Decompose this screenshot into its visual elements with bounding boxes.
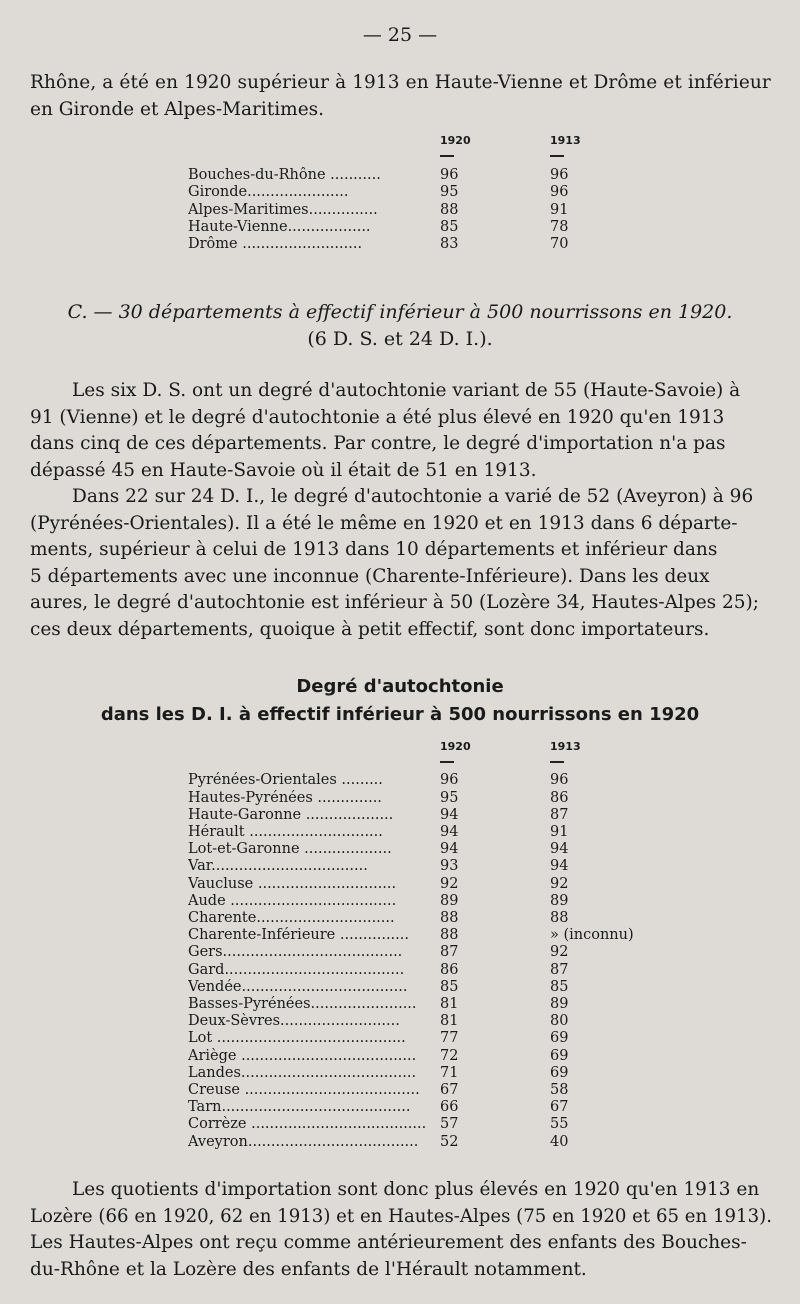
row-label: Charente-Inférieure ............... [188,927,409,944]
value-1920: 86 [440,961,459,978]
value-1920: 72 [440,1047,459,1064]
value-1920: 95 [440,184,459,201]
table-row [188,893,660,910]
table-header-row [188,132,660,149]
value-1920: 94 [440,806,459,823]
value-1913: 69 [550,1064,569,1081]
table-row [188,167,660,184]
value-1920: 89 [440,892,459,909]
row-label: Haute-Vienne.................. [188,218,371,235]
row-label: Alpes-Maritimes............... [188,201,378,218]
value-1913: 96 [550,167,569,184]
table-row [188,858,660,875]
value-1920: 96 [440,772,459,789]
row-label: Creuse ...................................... [188,1082,420,1099]
value-1913: 58 [550,1082,569,1099]
value-1920: 95 [440,789,459,806]
table-title-line2: dans les D. I. à effectif inférieur à 500 nourrissons en 1920 [100,704,700,725]
table-row [188,927,660,944]
row-label: Aveyron..................................... [188,1133,419,1150]
table-row [188,790,660,807]
row-label: Vendée.................................... [188,978,408,995]
header-dash [550,761,564,763]
value-1913: 86 [550,789,569,806]
paragraph-22-di [30,484,772,643]
table-autochtonie-di [188,738,660,1151]
table-title-line1: Degré d'autochtonie [296,676,504,697]
row-label: Lot-et-Garonne ................... [188,841,392,858]
row-label: Vaucluse .............................. [188,875,397,892]
row-label: Lot ......................................... [188,1030,406,1047]
value-1913: 92 [550,944,569,961]
table-row [188,236,660,253]
value-1913: 87 [550,961,569,978]
table-dash-row [188,149,660,167]
text-line: (Pyrénées-Orientales). Il a été le même en 1920 et en 1913 dans 6 départe- [30,512,738,534]
table-row [188,979,660,996]
value-1913: 89 [550,892,569,909]
row-label: Landes...................................... [188,1064,417,1081]
table-row [188,876,660,893]
value-1913: 85 [550,978,569,995]
row-label: Bouches-du-Rhône ........... [188,167,381,184]
text-line: Les six D. S. ont un degré d'autochtonie variant de 55 (Haute-Savoie) à [72,380,741,401]
row-label: Hautes-Pyrénées .............. [188,789,382,806]
header-dash [440,155,454,157]
value-1920: 81 [440,1013,459,1030]
value-1913: 96 [550,772,569,789]
paragraph-quotients [30,1177,772,1283]
value-1913: 94 [550,858,569,875]
value-1920: 77 [440,1030,459,1047]
row-label: Gironde...................... [188,184,349,201]
text-line: du-Rhône et la Lozère des enfants de l'Hérault notamment. [30,1258,587,1280]
table-row [188,910,660,927]
value-1920: 94 [440,841,459,858]
row-label: Hérault ............................. [188,824,383,840]
value-1913: 69 [550,1030,569,1047]
row-label: Basses-Pyrénées....................... [188,996,417,1013]
value-1913: 92 [550,875,569,892]
value-1913: 78 [550,218,569,235]
value-1920: 52 [440,1133,459,1150]
value-1920: 94 [440,824,459,840]
row-label: Charente.............................. [188,910,395,927]
value-1913: 89 [550,996,569,1013]
table-row [188,1048,660,1065]
text-line: 91 (Vienne) et le degré d'autochtonie a été plus élevé en 1920 qu'en 1913 [30,406,725,428]
value-1920: 57 [440,1116,459,1133]
value-1913: 67 [550,1099,569,1116]
value-1913: 69 [550,1047,569,1064]
text-line: Rhône, a été en 1920 supérieur à 1913 en Haute-Vienne et Drôme et inférieur [30,72,771,93]
table-row [188,944,660,961]
row-label: Var.................................. [188,858,368,875]
text-line: aures, le degré d'autochtonie est inférieur à 50 (Lozère 34, Hautes-Alpes 25); [30,592,760,613]
value-1913: 91 [550,201,569,218]
table-row [188,824,660,841]
value-1913: 94 [550,841,569,858]
column-header-1920: 1920 [440,134,471,147]
value-1913: 96 [550,184,569,201]
paragraph-six-ds [30,378,772,484]
text-line: Les quotients d'importation sont donc plus élevés en 1920 qu'en 1913 en [72,1179,760,1200]
table-header-row [188,738,660,755]
table-row [188,1134,660,1151]
value-1920: 85 [440,218,459,235]
value-1920: 67 [440,1082,459,1099]
value-1920: 81 [440,996,459,1013]
value-1913: 70 [550,236,569,253]
column-header-1913: 1913 [550,134,581,147]
value-1913: 87 [550,806,569,823]
row-label: Drôme .......................... [188,236,363,253]
column-header-1913: 1913 [550,740,581,753]
value-1920: 83 [440,236,459,253]
section-c-title [0,298,800,326]
value-1920: 85 [440,978,459,995]
header-dash [550,155,564,157]
table-row [188,1065,660,1082]
intro-paragraph [30,70,772,123]
table-row [188,1013,660,1030]
text-line: Lozère (66 en 1920, 62 en 1913) et en Hautes-Alpes (75 en 1920 et 65 en 1913). [30,1205,772,1227]
header-dash [440,761,454,763]
row-label: Haute-Garonne ................... [188,806,394,823]
text-line: dans cinq de ces départements. Par contre, le degré d'importation n'a pas [30,433,726,454]
table-row [188,219,660,236]
row-label: Tarn......................................... [188,1099,411,1116]
value-1913: 91 [550,824,569,840]
row-label: Ariège ...................................... [188,1047,417,1064]
table-row [188,841,660,858]
row-label: Deux-Sèvres.......................... [188,1013,400,1030]
text-line: ces deux départements, quoique à petit effectif, sont donc importateurs. [30,618,710,640]
value-1920: 88 [440,910,459,927]
value-1920: 93 [440,858,459,875]
text-line: ments, supérieur à celui de 1913 dans 10 départements et inférieur dans [30,539,718,560]
table-row [188,772,660,789]
value-1913: 40 [550,1133,569,1150]
text-line: dépassé 45 en Haute-Savoie où il était de 51 en 1913. [30,459,537,481]
value-1920: 88 [440,201,459,218]
row-label: Corrèze ...................................... [188,1116,427,1133]
table-row [188,1116,660,1133]
page-number: — 25 — [362,24,438,46]
value-1920: 88 [440,927,459,944]
text-line: en Gironde et Alpes-Maritimes. [30,98,325,120]
section-c-title-text: C. — 30 départements à effectif inférieur à 500 nourrissons en 1920. [67,301,733,323]
table-row [188,962,660,979]
text-line: Les Hautes-Alpes ont reçu comme antérieurement des enfants des Bouches- [30,1232,747,1253]
value-1920: 66 [440,1099,459,1116]
table-row [188,1082,660,1099]
row-label: Gers....................................... [188,944,403,961]
table-row [188,996,660,1013]
value-1913: 80 [550,1013,569,1030]
section-c-subtitle: (6 D. S. et 24 D. I.). [307,328,493,350]
table-row [188,184,660,201]
value-1913: » (inconnu) [550,927,634,944]
text-line: 5 départements avec une inconnue (Charente-Inférieure). Dans les deux [30,565,710,587]
row-label: Pyrénées-Orientales ......... [188,772,383,789]
row-label: Gard....................................... [188,961,405,978]
value-1920: 87 [440,944,459,961]
value-1920: 71 [440,1064,459,1081]
row-label: Aude .................................... [188,892,397,909]
table-dash-row [188,755,660,772]
table-1920-1913-large [188,132,660,253]
table-row [188,807,660,824]
text-line: Dans 22 sur 24 D. I., le degré d'autochtonie a varié de 52 (Aveyron) à 96 [72,486,754,507]
table-row [188,1030,660,1047]
value-1913: 88 [550,910,569,927]
value-1913: 55 [550,1116,569,1133]
value-1920: 96 [440,167,459,184]
table-row [188,202,660,219]
value-1920: 92 [440,875,459,892]
column-header-1920: 1920 [440,740,471,753]
table-row [188,1099,660,1116]
